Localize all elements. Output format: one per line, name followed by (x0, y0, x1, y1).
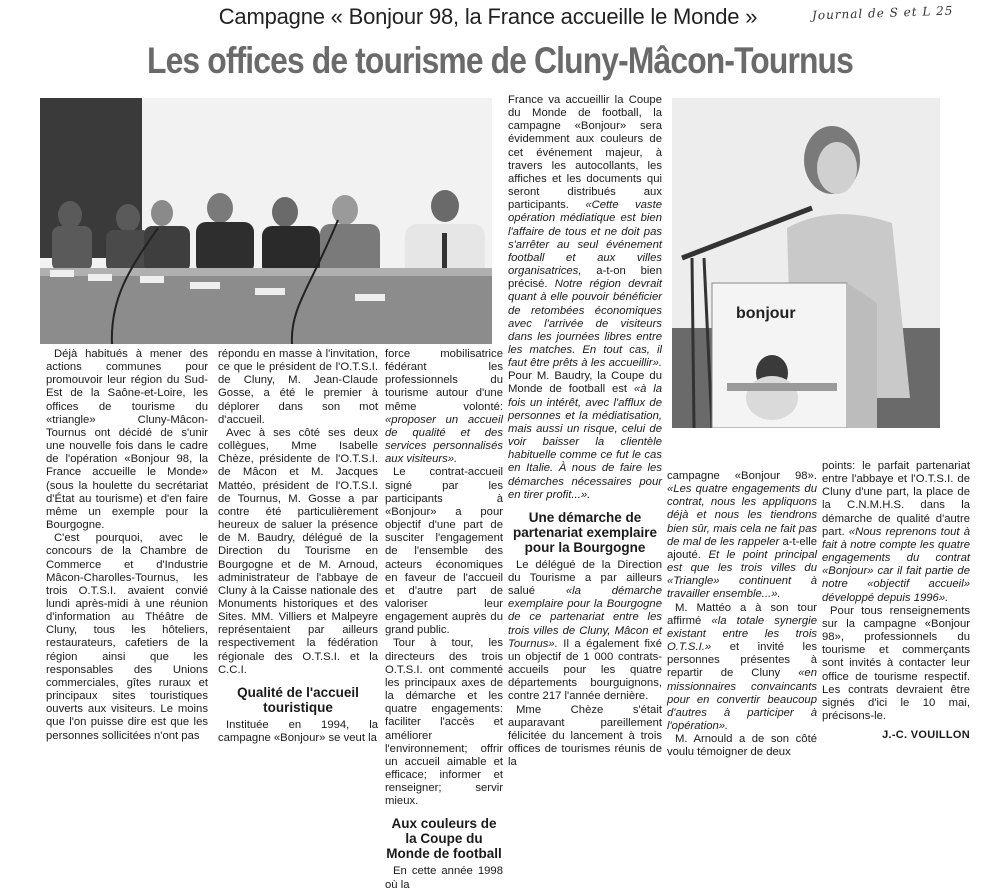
subheading-partnership: Une démarche de partenariat exemplaire pour la Bourgogne (512, 509, 658, 555)
paragraph: M. Arnould a de son côté voulu témoigner de deux (667, 733, 817, 759)
text: Il a également fixé un objectif de 1 000 contrats-accueils pour les quatre départements bourguignons, contre 217 l'année dernière. (508, 637, 662, 703)
subheading-quality: Qualité de l'accueil touristique (237, 684, 359, 715)
paragraph: Le contrat-accueil signé par les participants à «Bonjour» a pour objectif d'une part de susciter l'engagement de l'ensemble des acteurs économiques en faveur de l'accueil et d'autre part de valoriser leur engagement auprès du grand public. (385, 466, 503, 637)
paragraph: Déjà habitués à mener des actions communes pour promouvoir leur région du Sud-Est de la Saône-et-Loire, les offices de tourisme du «triangle» Cluny-Mâcon-Tournus ont décidé de s'unir une nouvelle fois dans le cadre de l'opération «Bonjour 98, la France accueille le Monde» (sous la houlette du secrétariat d'État au tourisme) et d'en faire même un exemple pour la Bourgogne. (46, 348, 208, 532)
article-column-5 (667, 470, 817, 759)
kicker-text: Campagne « Bonjour 98, la France accueille le Monde » (218, 4, 758, 29)
paragraph: Pour tous renseignements sur la campagne «Bonjour 98», professionnels du tourisme et commerçants sont invités à contacter leur office de tourisme respectif. Les contrats devraient être signés d'ici le 10 mai, précisons-le. (822, 604, 970, 722)
text: campagne «Bonjour 98». (667, 470, 817, 482)
quote: «à la fois un intérêt, avec l'afflux de personnes et la médiatisation, mais aussi un risque, celui de voir baisser la clientèle habituelle comme ce fut le cas en Italie. À nous de faire les démarches nécessaires pour en tirer profit...». (508, 383, 662, 501)
article-column-2 (218, 348, 378, 745)
text: Pour M. Baudry, la Coupe du Monde de football est (508, 370, 662, 396)
paragraph (385, 348, 503, 466)
speaker-photo-image (672, 98, 940, 428)
quote: «Cette vaste opération médiatique est bien l'affaire de tous et ne doit pas s'arrêter au seul événement football et aux villes organisatrices, (508, 199, 662, 278)
paragraph (667, 470, 817, 602)
article-column-1 (46, 348, 208, 743)
article-column-3 (385, 348, 503, 892)
panel-photo-image (40, 98, 492, 344)
text: a-t-elle ajouté. (667, 535, 817, 561)
paragraph: répondu en masse à l'invitation, ce que le président de l'O.T.S.I. de Cluny, M. Jean-Claude Gosse, a été le premier à déplorer dans son mot d'accueil. (218, 348, 378, 426)
quote: «la totale synergie existant entre les trois O.T.S.I.» (667, 614, 817, 654)
text: M. Mattéo a à son tour affirmé (667, 601, 817, 627)
paragraph: En cette année 1998 où la (385, 865, 503, 891)
photo-panel-meeting (40, 98, 492, 344)
paragraph: C'est pourquoi, avec le concours de la Chambre de Commerce et d'Industrie Mâcon-Charolles-Tournus, les trois O.T.S.I. avaient convié lundi après-midi à une réunion d'information au Théâtre de Cluny, tous les hôteliers, restaurateurs, cafetiers de la région ainsi que les responsables des Unions commerciales, gîtes ruraux et principaux sites touristiques ouverts aux visiteurs. Le moins que l'on puisse dire est que les personnes sollicitées n'ont pas (46, 532, 208, 742)
headline: Les offices de tourisme de Cluny-Mâcon-Tournus (147, 40, 853, 81)
text: points: le parfait partenariat entre l'abbaye et l'O.T.S.I. de Cluny d'une part, la place de la C.N.M.H.S. dans la démarche de qualité d'autre part. (822, 460, 970, 538)
quote: Et le point principal est que les trois villes du «Triangle» continuent à travailler ensemble...». (667, 548, 818, 601)
article-column-6 (822, 460, 970, 742)
quote: «Les quatre engagements du contrat, nous les appliquons déjà et nous les tiendrons bien sûr, mais cela ne fait pas de mal de les rappeler (667, 483, 817, 548)
paragraph: Tour à tour, les directeurs des trois O.T.S.I. ont commenté les principaux axes de la démarche et les quatre engagements: faciliter l'accès et améliorer l'environnement; offrir un accueil aimable et efficace; informer et renseigner; servir mieux. (385, 637, 503, 808)
article-column-4 (508, 94, 662, 769)
lectern-logo-text: bonjour (736, 305, 796, 322)
paragraph: Avec à ses côté ses deux collègues, Mme Isabelle Chèze, présidente de l'O.T.S.I. de Mâcon et M. Jacques Mattéo, président de l'O.T.S.I. de Tournus, M. Gosse a par contre été particulièrement heureux de saluer la présence de M. Baudry, délégué de la Direction du Tourisme en Bourgogne et de M. Arnoud, administrateur de l'abbaye de Cluny à la Caisse nationale des Monuments historiques et des Sites. MM. Villiers et Malpeyre représentaient par ailleurs respectivement la fédération régionale des O.T.S.I. et la C.C.I. (218, 426, 378, 676)
paragraph: Instituée en 1994, la campagne «Bonjour» se veut la (218, 718, 378, 745)
text: et invité les personnes présentes à repartir de Cluny (667, 641, 817, 680)
text: force mobilisatrice fédérant les professionnels du tourisme autour d'une même volonté: (385, 348, 503, 413)
text: France va accueillir la Coupe du Monde de football, la campagne «Bonjour» sera évidemment aux couleurs de cet événement majeur, à travers les autocollants, les affiches et les documents qui seront distribués aux participants. (508, 94, 662, 212)
paragraph (508, 94, 662, 502)
quote: «la démarche exemplaire pour la Bourgogne de ce partenariat entre les trois villes de Cluny, Mâcon et Tournus». (508, 585, 662, 650)
byline: J.-C. VOUILLON (882, 729, 970, 742)
photo-speaker-lectern (672, 98, 940, 428)
quote: Notre région devrait quant à elle pouvoir bénéficier de retombées économiques avec l'arrivée de visiteurs dans les journées libres entre les matches. En tout cas, il faut être prêts à les accueillir». (508, 278, 662, 370)
paragraph (667, 602, 817, 734)
paragraph (508, 559, 662, 704)
subheading-world-cup: Aux couleurs de la Coupe du Monde de football (386, 816, 502, 862)
paragraph (822, 460, 970, 605)
text: Le délégué de la Direction du Tourisme a par ailleurs salué (508, 558, 662, 598)
quote: «Nous reprenons tout à fait à notre compte les quatre engagements du contrat «Bonjour» car il fait partie de notre «objectif accueil» développé depuis 1996». (822, 525, 970, 604)
paragraph: Mme Chèze s'était auparavant pareillement félicitée du lancement à trois offices de tourismes réunis de la (508, 703, 662, 769)
quote: «proposer un accueil de qualité et des services personnalisés aux visiteurs». (385, 413, 503, 466)
quote: «en missionnaires convaincants pour en convertir beaucoup d'autres à participer à l'opération». (667, 667, 817, 732)
handwritten-note: Journal de S et L 25 (811, 3, 954, 23)
text: a-t-on bien précisé. (508, 265, 662, 291)
